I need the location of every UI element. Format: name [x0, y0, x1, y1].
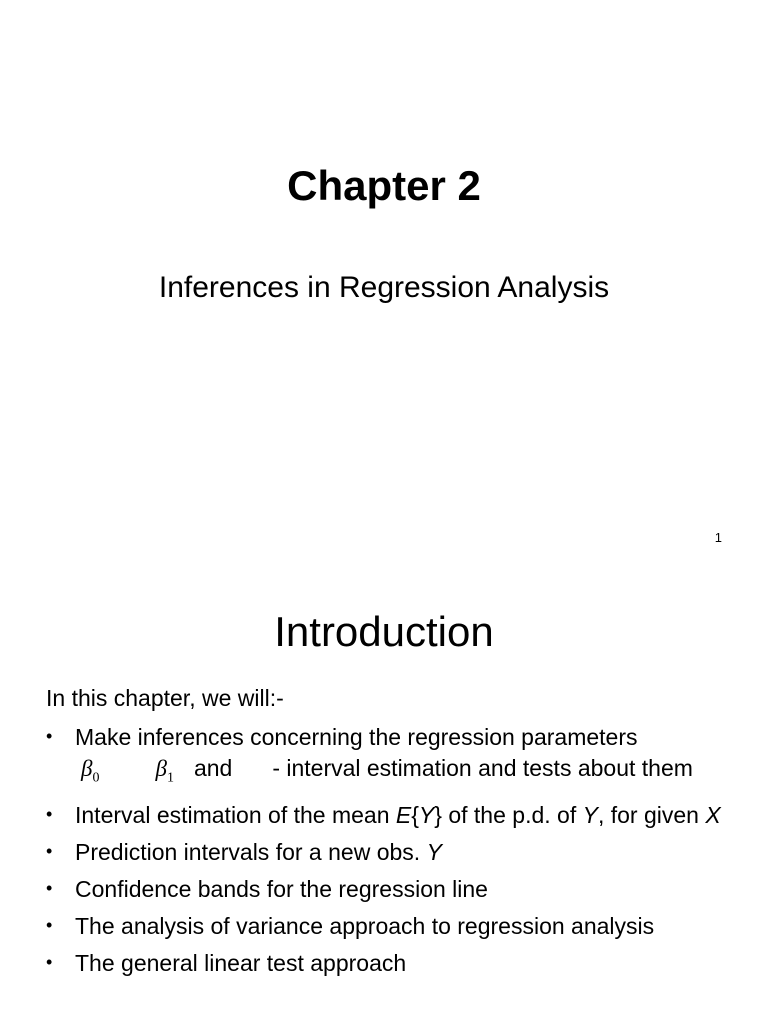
- bullet-icon: •: [46, 726, 53, 746]
- x-symbol: X: [705, 801, 721, 828]
- bullet-icon: •: [46, 803, 53, 824]
- page-number: 1: [714, 530, 722, 545]
- and-text: and: [193, 755, 233, 781]
- chapter-title: Chapter 2: [287, 162, 481, 209]
- bullet-text-rest: - interval estimation and tests about them: [272, 755, 693, 781]
- chapter-subtitle: Inferences in Regression Analysis: [158, 271, 610, 304]
- beta1-symbol: $\beta_1$: [155, 756, 174, 786]
- slide-2: [0, 576, 768, 1024]
- objectives-list: [46, 722, 736, 985]
- bullet-icon: •: [46, 877, 53, 898]
- list-item: • Interval estimation of the mean E{Y} of the p.d. of Y, for given X: [46, 801, 721, 828]
- beta0-symbol: $\beta_0$: [81, 756, 100, 786]
- introduction-title: Introduction: [274, 608, 494, 655]
- bullet-text: Make inferences concerning the regression parameters: [75, 724, 638, 750]
- list-item: • The analysis of variance approach to regression analysis: [46, 912, 655, 939]
- bullet-icon: •: [46, 840, 53, 861]
- list-item: • Confidence bands for the regression line: [46, 875, 488, 902]
- list-item: • Prediction intervals for a new obs. Y: [46, 838, 442, 865]
- bullet-icon: •: [46, 914, 53, 935]
- bullet-icon: •: [46, 951, 53, 972]
- e-symbol: E: [395, 801, 412, 828]
- y-symbol: Y: [426, 838, 442, 865]
- intro-lead-text: In this chapter, we will:-: [46, 685, 284, 711]
- y-symbol: Y: [582, 801, 598, 828]
- list-item: • The general linear test approach: [46, 949, 407, 976]
- list-item: [46, 722, 736, 794]
- y-symbol: Y: [418, 801, 435, 828]
